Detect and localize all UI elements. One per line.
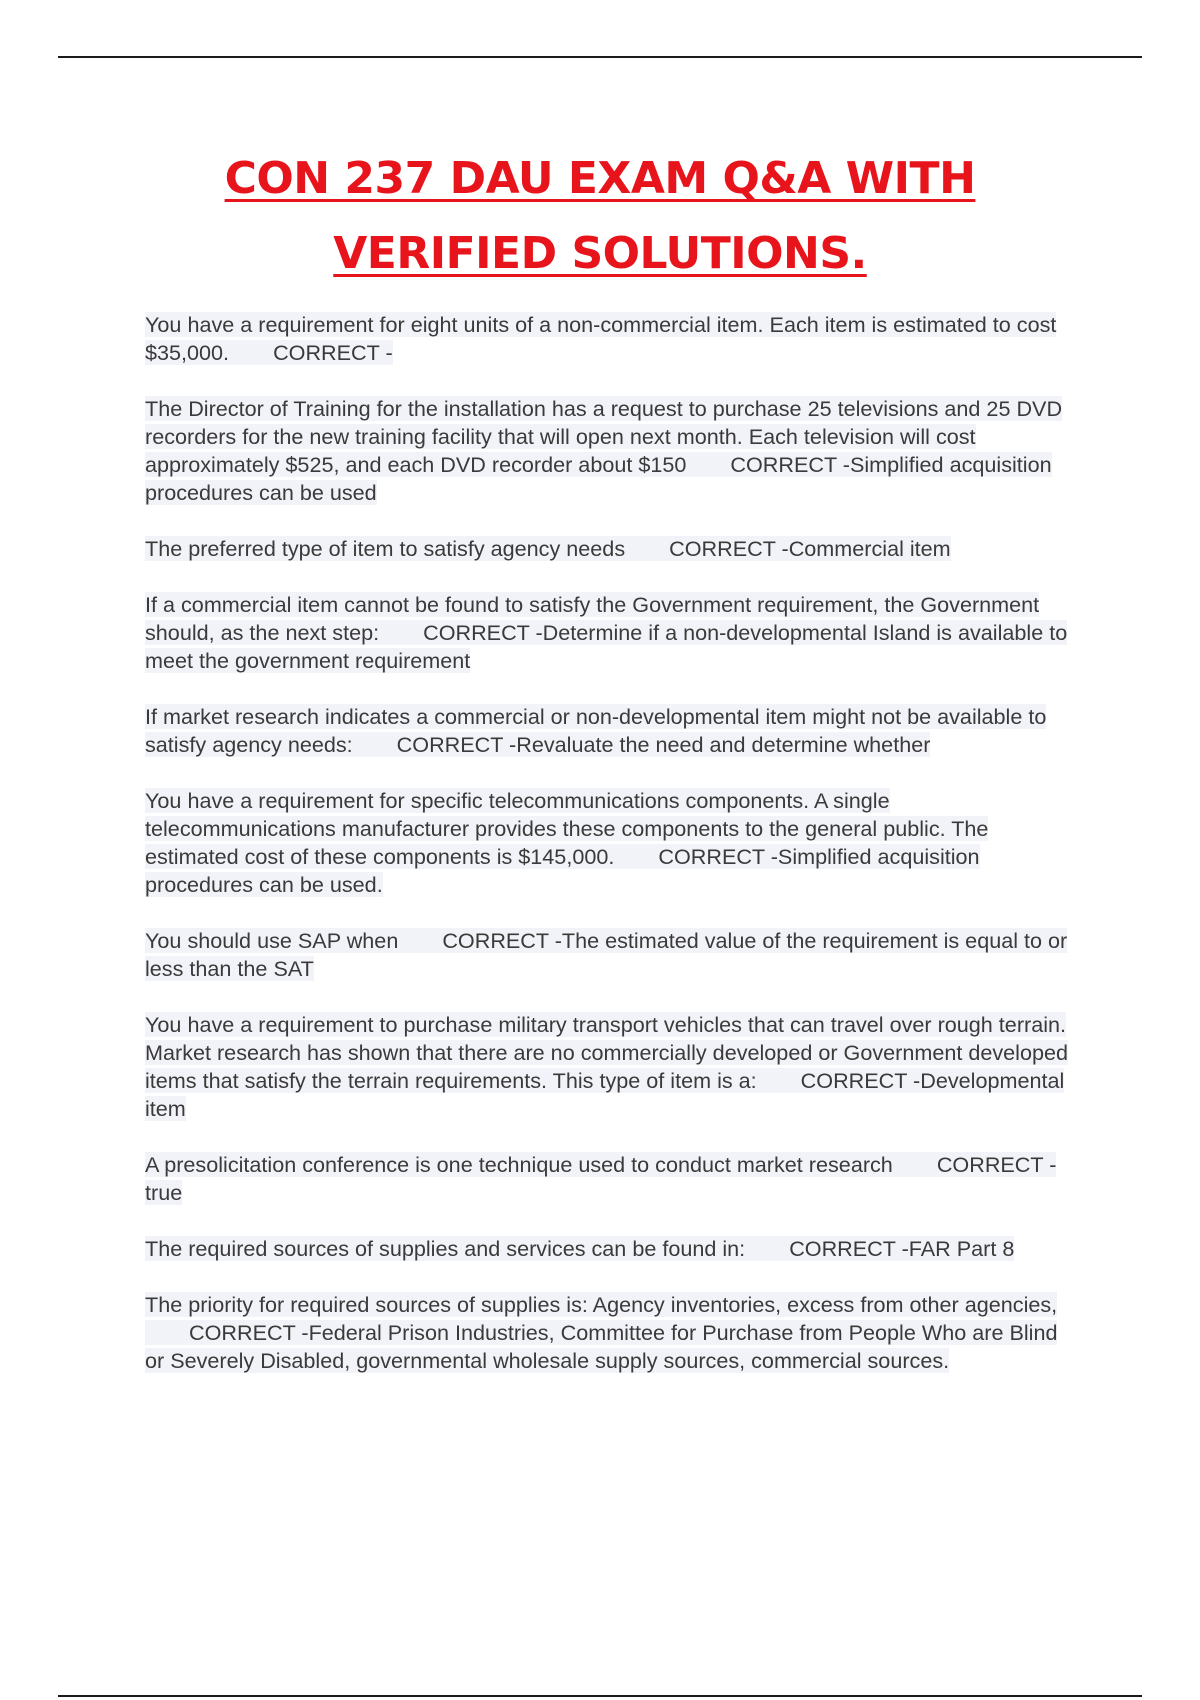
qa-item-11 [145,1291,1075,1375]
qa-item-10 [145,1235,1075,1263]
question-text: If a commercial item cannot be found to satisfy the Government requirement, the Government should, as the next step: [145,592,1040,645]
answer-text: CORRECT -Determine if a non-developmental Island is available to meet the government requirement [145,620,1068,673]
question-text: A presolicitation conference is one technique used to conduct market research [145,1152,893,1177]
question-text: The priority for required sources of supplies is: Agency inventories, excess from other agencies, [145,1292,1058,1317]
qa-item-2 [145,395,1075,507]
question-text: You should use SAP when [145,928,399,953]
question-text: You have a requirement for eight units of a non-commercial item. Each item is estimated to cost $35,000. [145,312,1057,365]
answer-text: CORRECT -Commercial item [669,536,951,561]
title-line-2: VERIFIED SOLUTIONS. [333,228,867,279]
footer-rule [58,1695,1142,1697]
header-rule [58,56,1142,58]
answer-text: CORRECT -Simplified acquisition procedures can be used [145,452,1052,505]
answer-text: CORRECT -Revaluate the need and determine whether [396,732,931,757]
document-title [0,150,1200,300]
answer-text: CORRECT -true [145,1152,1057,1205]
answer-text: CORRECT -FAR Part 8 [789,1236,1015,1261]
qa-item-3 [145,535,1075,563]
question-text: The Director of Training for the installation has a request to purchase 25 televisions and 25 DVD recorders for the new training facility that will open next month. Each television will cost approximately $525, and each DVD recorder about $150 [145,396,1063,477]
qa-item-5 [145,703,1075,759]
qa-item-4 [145,591,1075,675]
answer-text: CORRECT -Developmental item [145,1068,1065,1121]
question-text: The required sources of supplies and services can be found in: [145,1236,746,1261]
qa-list [145,311,1075,1403]
qa-item-8 [145,1011,1075,1123]
question-text: The preferred type of item to satisfy agency needs [145,536,626,561]
qa-item-7 [145,927,1075,983]
answer-text: CORRECT -Simplified acquisition procedures can be used. [145,844,980,897]
question-text: If market research indicates a commercial or non-developmental item might not be available to satisfy agency needs: [145,704,1047,757]
qa-item-1 [145,311,1075,367]
answer-text: CORRECT -Federal Prison Industries, Committee for Purchase from People Who are Blind or Severely Disabled, governmental wholesale supply sources, commercial sources. [145,1320,1058,1373]
question-text: You have a requirement to purchase military transport vehicles that can travel over rough terrain. Market research has shown that there are no commercially developed or Government developed items that satisfy the terrain requirements. This type of item is a: [145,1012,1069,1093]
title-line-1: CON 237 DAU EXAM Q&A WITH [224,153,976,204]
question-text: You have a requirement for specific telecommunications components. A single telecommunications manufacturer provides these components to the general public. The estimated cost of these components is $145,000. [145,788,989,869]
qa-item-9 [145,1151,1075,1207]
answer-text: CORRECT - [273,340,393,365]
qa-item-6 [145,787,1075,899]
answer-text: CORRECT -The estimated value of the requirement is equal to or less than the SAT [145,928,1068,981]
